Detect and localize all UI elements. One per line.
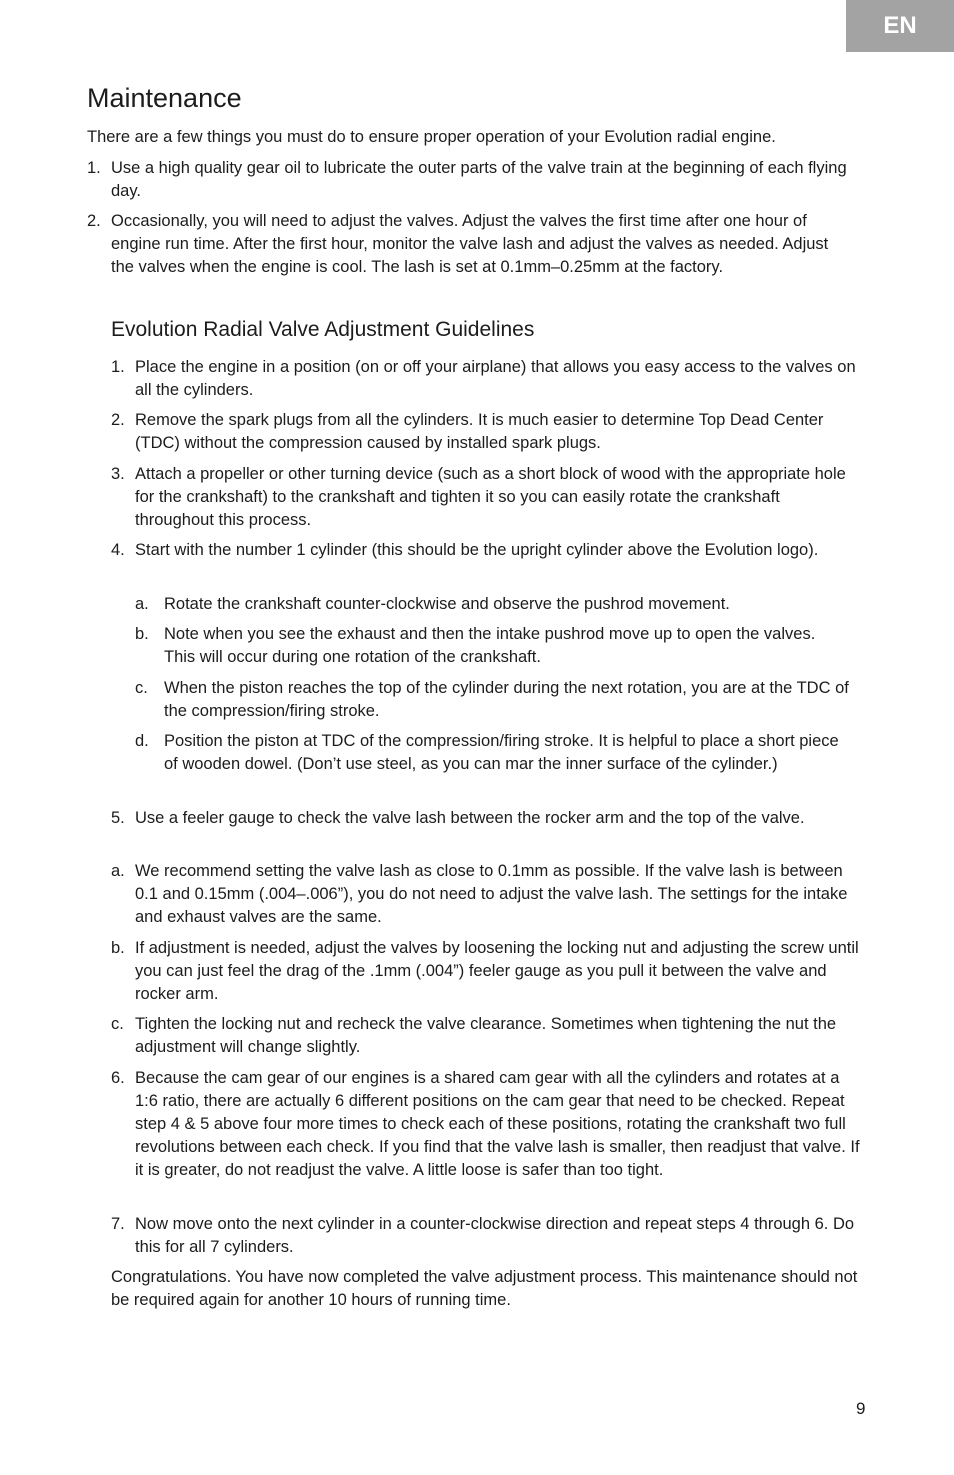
substep-item xyxy=(135,677,850,723)
section-heading: Evolution Radial Valve Adjustment Guidelines xyxy=(111,318,535,341)
step-item xyxy=(111,860,861,929)
substep-item xyxy=(135,623,850,669)
step-item xyxy=(111,463,861,532)
list-text: Use a high quality gear oil to lubricate the outer parts of the valve train at the beginning of each flying day. xyxy=(111,159,847,200)
step-marker: 1. xyxy=(111,358,125,376)
substep-text: Rotate the crankshaft counter-clockwise and observe the pushrod movement. xyxy=(164,595,730,613)
step-text: Use a feeler gauge to check the valve lash between the rocker arm and the top of the valve. xyxy=(135,809,805,827)
step-text: Tighten the locking nut and recheck the valve clearance. Sometimes when tightening the nut the adjustment will change slightly. xyxy=(135,1015,837,1056)
language-tab: EN xyxy=(846,0,954,52)
step-marker: c. xyxy=(111,1015,124,1033)
step-marker: 3. xyxy=(111,465,125,483)
list-text: Occasionally, you will need to adjust the valves. Adjust the valves the first time after one hour of engine run time. After the first hour, monitor the valve lash and adjust the valves as needed. Adjust the valves when the engine is cool. The lash is set at 0.1mm–0.25mm at the factory. xyxy=(111,212,829,276)
step-marker: b. xyxy=(111,939,125,957)
step-item xyxy=(111,1213,861,1259)
substep-item xyxy=(135,593,850,616)
closing-paragraph: Congratulations. You have now completed the valve adjustment process. This maintenance should not be required again for another 10 hours of running time. xyxy=(111,1268,858,1309)
step-text: If adjustment is needed, adjust the valves by loosening the locking nut and adjusting the screw until you can just feel the drag of the .1mm (.004”) feeler gauge as you pull it between the valve and rocker arm. xyxy=(135,939,859,1003)
step-item xyxy=(111,356,861,402)
substep-marker: d. xyxy=(135,732,149,750)
step-text: Place the engine in a position (on or off your airplane) that allows you easy access to the valves on all the cylinders. xyxy=(135,358,856,399)
step-text: Attach a propeller or other turning device (such as a short block of wood with the appropriate hole for the crankshaft) to the crankshaft and tighten it so you can easily rotate the crankshaft throughout this process. xyxy=(135,465,846,529)
list-item xyxy=(87,157,847,203)
list-marker: 1. xyxy=(87,159,101,177)
substep-marker: c. xyxy=(135,679,148,697)
step-marker: 2. xyxy=(111,411,125,429)
list-marker: 2. xyxy=(87,212,101,230)
step-marker: 4. xyxy=(111,541,125,559)
step-text: Start with the number 1 cylinder (this should be the upright cylinder above the Evolution logo). xyxy=(135,541,819,559)
intro-paragraph: There are a few things you must do to ensure proper operation of your Evolution radial engine. xyxy=(87,128,776,146)
step-item xyxy=(111,937,861,1006)
step-item xyxy=(111,807,861,830)
step-item xyxy=(111,539,861,562)
step-marker: 6. xyxy=(111,1069,125,1087)
list-item xyxy=(87,210,847,279)
substep-text: Position the piston at TDC of the compression/firing stroke. It is helpful to place a short piece of wooden dowel. (Don’t use steel, as you can mar the inner surface of the cylinder.) xyxy=(164,732,839,773)
step-marker: 5. xyxy=(111,809,125,827)
substep-marker: b. xyxy=(135,625,149,643)
step-text: We recommend setting the valve lash as close to 0.1mm as possible. If the valve lash is between 0.1 and 0.15mm (.004–.006”), you do not need to adjust the valve lash. The settings for the intake and exhaust valves are the same. xyxy=(135,862,848,926)
page-title: Maintenance xyxy=(87,83,242,113)
substep-item xyxy=(135,730,850,776)
step-text: Because the cam gear of our engines is a shared cam gear with all the cylinders and rotates at a 1:6 ratio, there are actually 6 different positions on the cam gear that need to be checked. Repeat step 4 & 5 above four more times to check each of these positions, rotating the crankshaft two full revolutions between each check. If you find that the valve lash is smaller, then readjust that valve. If it is greater, do not readjust the valve. A little loose is safer than too tight. xyxy=(135,1069,860,1179)
step-item xyxy=(111,1067,861,1182)
step-marker: a. xyxy=(111,862,125,880)
substep-text: Note when you see the exhaust and then the intake pushrod move up to open the valves. This will occur during one rotation of the crankshaft. xyxy=(164,625,816,666)
step-item xyxy=(111,1013,861,1059)
step-text: Now move onto the next cylinder in a counter-clockwise direction and repeat steps 4 through 6. Do this for all 7 cylinders. xyxy=(135,1215,855,1256)
step-marker: 7. xyxy=(111,1215,125,1233)
step-item xyxy=(111,409,861,455)
substep-marker: a. xyxy=(135,595,149,613)
step-text: Remove the spark plugs from all the cylinders. It is much easier to determine Top Dead Center (TDC) without the compression caused by installed spark plugs. xyxy=(135,411,824,452)
substep-text: When the piston reaches the top of the cylinder during the next rotation, you are at the TDC of the compression/firing stroke. xyxy=(164,679,849,720)
page-number: 9 xyxy=(856,1399,866,1418)
